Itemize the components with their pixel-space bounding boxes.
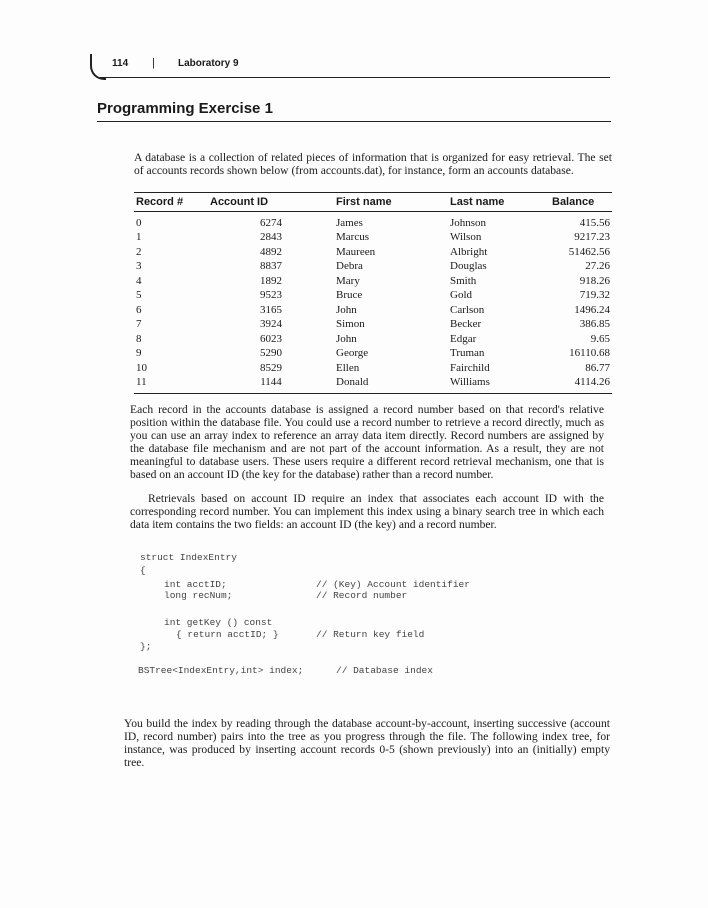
build-index-paragraph: You build the index by reading through the database account-by-account, inserting successive (account ID, record number) pairs into the tree as you progress through the file. The following index tree, for instance, was produced by inserting account records 0-5 (shown previously) into an (initially) empty tree. (124, 717, 610, 769)
balance-cell: 415.56 (579, 216, 610, 229)
table-row (134, 318, 612, 333)
account-id-cell: 8837 (260, 260, 282, 273)
table-row (134, 245, 612, 260)
last-name-cell: Wilson (450, 231, 482, 244)
record-number-cell: 2 (136, 245, 142, 258)
record-number-cell: 5 (136, 289, 142, 302)
table-row (134, 332, 612, 347)
record-number-paragraph: Each record in the accounts database is assigned a record number based on that record's relative position within the database file. You could use a record number to retrieve a record directly, much as you can use an array index to reference an array data item directly. Record numbers are assigned by the database file mechanism and are not part of the account information. As a result, they are not meaningful to database users. These users require a different record retrieval mechanism, one that is based on an account ID (the key for the database) rather than a record number. (130, 403, 604, 481)
table-header-row (134, 193, 612, 212)
balance-cell: 86.77 (585, 361, 610, 374)
first-name-cell: John (336, 303, 357, 316)
code-line: int getKey () const (164, 617, 273, 628)
code-comment: // Record number (316, 590, 408, 601)
record-number-cell: 1 (136, 231, 142, 244)
code-line: BSTree<IndexEntry,int> index; (138, 665, 304, 676)
table-row (134, 361, 612, 376)
record-number-cell: 3 (136, 260, 142, 273)
account-id-cell: 3165 (260, 303, 282, 316)
record-number-cell: 7 (136, 318, 142, 331)
table-row (134, 376, 612, 394)
balance-cell: 27.26 (585, 260, 610, 273)
account-id-cell: 6274 (260, 216, 282, 229)
balance-cell: 918.26 (579, 274, 610, 287)
account-id-cell: 1892 (260, 274, 282, 287)
balance-cell: 9.65 (590, 332, 610, 345)
record-number-cell: 4 (136, 274, 142, 287)
column-header: First name (334, 193, 448, 212)
balance-cell: 1496.24 (574, 303, 610, 316)
index-paragraph: Retrievals based on account ID require an index that associates each account ID with the corresponding record number. You can implement this index using a binary search tree in which each data item contains the two fields: an account ID (the key) and a record number. (130, 492, 604, 531)
last-name-cell: Douglas (450, 260, 487, 273)
header-rule (100, 77, 610, 78)
column-header: Balance (550, 193, 612, 212)
record-number-cell: 8 (136, 332, 142, 345)
account-id-cell: 2843 (260, 231, 282, 244)
section-rule (97, 121, 611, 122)
code-line: long recNum; (164, 590, 233, 601)
column-header: Last name (448, 193, 550, 212)
last-name-cell: Albright (450, 245, 488, 258)
table-row (134, 260, 612, 275)
last-name-cell: Fairchild (450, 361, 490, 374)
first-name-cell: Maureen (336, 245, 376, 258)
column-header: Record # (134, 193, 208, 212)
record-number-cell: 10 (136, 361, 147, 374)
balance-cell: 9217.23 (574, 231, 610, 244)
running-header (90, 54, 610, 84)
last-name-cell: Becker (450, 318, 482, 331)
accounts-table (134, 192, 612, 394)
account-id-cell: 5290 (260, 347, 282, 360)
balance-cell: 16110.68 (569, 347, 610, 360)
balance-cell: 719.32 (579, 289, 610, 302)
account-id-cell: 8529 (260, 361, 282, 374)
intro-paragraph: A database is a collection of related pieces of information that is organized for easy retrieval. The set of accounts records shown below (from accounts.dat), for instance, form an accounts database. (134, 151, 612, 177)
first-name-cell: Bruce (336, 289, 363, 302)
table-row (134, 347, 612, 362)
table-row (134, 231, 612, 246)
account-id-cell: 6023 (260, 332, 282, 345)
last-name-cell: Johnson (450, 216, 487, 229)
balance-cell: 386.85 (579, 318, 610, 331)
code-line: { (140, 565, 146, 576)
last-name-cell: Smith (450, 274, 477, 287)
first-name-cell: Marcus (336, 231, 369, 244)
code-line: { return acctID; } (176, 629, 279, 640)
table-row (134, 289, 612, 304)
lab-title: Laboratory 9 (178, 58, 239, 69)
first-name-cell: Donald (334, 376, 448, 394)
last-name-cell: Gold (450, 289, 472, 302)
code-line: int acctID; (164, 579, 227, 590)
first-name-cell: George (336, 347, 369, 360)
table-row (134, 274, 612, 289)
record-number-cell: 6 (136, 303, 142, 316)
account-id-cell: 3924 (260, 318, 282, 331)
balance-cell: 51462.56 (568, 245, 610, 258)
header-separator: | (152, 57, 155, 69)
table-row (134, 303, 612, 318)
account-id-cell: 9523 (260, 289, 282, 302)
account-id-cell: 4892 (260, 245, 282, 258)
first-name-cell: Ellen (336, 361, 360, 374)
account-id-cell: 1144 (208, 376, 334, 394)
column-header: Account ID (208, 193, 334, 212)
balance-cell: 4114.26 (550, 376, 612, 394)
code-line: struct IndexEntry (140, 552, 237, 563)
code-comment: // Return key field (316, 629, 425, 640)
first-name-cell: Simon (336, 318, 365, 331)
record-number-cell: 9 (136, 347, 142, 360)
code-comment: // Database index (336, 665, 433, 676)
record-number-cell: 11 (134, 376, 208, 394)
last-name-cell: Edgar (450, 332, 477, 345)
last-name-cell: Carlson (450, 303, 485, 316)
record-number-cell: 0 (136, 216, 142, 229)
first-name-cell: Mary (336, 274, 360, 287)
code-line: }; (140, 641, 152, 652)
table-row (134, 212, 612, 231)
first-name-cell: John (336, 332, 357, 345)
first-name-cell: Debra (336, 260, 363, 273)
first-name-cell: James (336, 216, 363, 229)
last-name-cell: Truman (450, 347, 485, 360)
last-name-cell: Williams (448, 376, 550, 394)
page-number: 114 (112, 58, 129, 69)
section-title: Programming Exercise 1 (97, 100, 273, 117)
code-comment: // (Key) Account identifier (316, 579, 470, 590)
